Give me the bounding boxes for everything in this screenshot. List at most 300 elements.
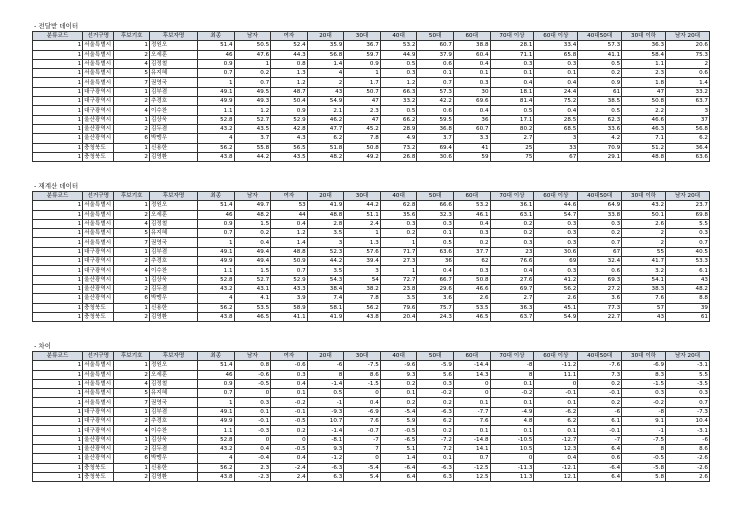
table-cell: 0.8 [271,59,308,68]
table-cell: 2.6 [453,294,490,303]
table-cell [33,472,75,481]
table-cell: 대구광역시 [83,426,114,435]
table-cell: 33.4 [534,41,578,50]
table-cell: 0.5 [578,59,622,68]
table-cell: 0.9 [198,379,235,388]
table-cell: -12.5 [453,463,490,472]
table-cell: 27.6 [490,275,534,284]
table-cell: 0.2 [417,426,454,435]
column-header: 60대 이상 [534,32,578,41]
table-cell [33,134,75,143]
table-row [33,238,710,247]
table-cell: 1 [74,87,82,96]
table-cell: 대구광역시 [83,97,114,106]
table-cell: 3.5 [307,266,344,275]
table-cell: 0.6 [578,454,622,463]
column-header: 60대 이상 [534,192,578,201]
table-cell: 1 [114,407,150,416]
table-cell: 6.2 [417,417,454,426]
table-cell: 1 [74,257,82,266]
table-cell: 75.3 [666,50,710,59]
table-cell: 49.1 [198,247,235,256]
table-cell: 이수찬 [149,426,197,435]
table-cell: 51.2 [622,143,666,152]
table-cell: 추경호 [149,97,197,106]
table-row [33,379,710,388]
table-cell: -6.9 [344,407,381,416]
table-cell: 5 [114,389,150,398]
table-cell: 김두겸 [149,284,197,293]
table-cell: -9.3 [307,407,344,416]
table-cell: 0.4 [534,106,578,115]
table-cell: 울산광역시 [83,294,114,303]
table-cell: -14.8 [453,435,490,444]
table-cell: 대구광역시 [83,106,114,115]
table-cell: 14.3 [453,370,490,379]
table-cell: 9.1 [622,417,666,426]
table-cell: 41.1 [578,50,622,59]
table-cell: 52.9 [271,115,308,124]
table-cell: 2.6 [534,294,578,303]
table-cell: 63.6 [417,247,454,256]
table-cell: 23.8 [380,284,417,293]
table-cell: 1 [74,219,82,228]
table-cell: 35.6 [380,210,417,219]
table-cell: 0.1 [534,426,578,435]
table-cell: 서울특별시 [83,398,114,407]
table-cell: 0.4 [344,398,381,407]
table-cell: 6.4 [578,444,622,453]
table-cell: 서울특별시 [83,238,114,247]
table-cell: 7.2 [417,444,454,453]
table-cell: 6 [114,134,150,143]
table-cell: 2.6 [666,472,710,481]
table-cell: 26.8 [380,152,417,161]
table-cell: 6.4 [380,472,417,481]
table-cell: 1.2 [271,229,308,238]
table-cell: 0.5 [307,389,344,398]
table-cell: 72.7 [380,275,417,284]
table-cell: 0.3 [534,266,578,275]
table-cell: 0.6 [578,266,622,275]
table-cell: 38.5 [578,97,622,106]
table-cell: 53.3 [666,257,710,266]
table-row [33,417,710,426]
table-cell: 61 [666,312,710,321]
table-cell: 0.4 [453,59,490,68]
table-cell: 유지혜 [149,229,197,238]
table-cell: 0.5 [490,106,534,115]
table-cell: 0.7 [666,398,710,407]
table-cell [33,124,75,133]
data-table [32,191,710,322]
table-cell: 50.8 [453,275,490,284]
table-cell: 44.2 [307,257,344,266]
table-cell: 75.2 [534,97,578,106]
table-cell: 9.3 [380,370,417,379]
table-cell: 2 [114,210,150,219]
table-cell [33,152,75,161]
table-cell: 0.1 [380,389,417,398]
table-cell: 48.8 [271,247,308,256]
table-cell: 57.6 [344,247,381,256]
table-cell: 1 [74,407,82,416]
table-cell: 43.2 [198,124,235,133]
table-cell: 69 [534,257,578,266]
table-cell: 48.2 [666,284,710,293]
table-cell: 0.1 [417,69,454,78]
table-cell: -8 [622,407,666,416]
table-cell: 서울특별시 [83,370,114,379]
table-cell: 0.4 [271,454,308,463]
table-row [33,257,710,266]
table-cell: 1.4 [307,59,344,68]
table-cell: 63.7 [490,312,534,321]
table-cell: 0.1 [417,454,454,463]
table-cell: 0 [453,389,490,398]
table-cell [33,275,75,284]
table-cell: -0.2 [271,398,308,407]
table-cell: 1 [74,78,82,87]
table-cell: 53.2 [380,41,417,50]
table-cell: 81.4 [490,97,534,106]
table-cell [33,444,75,453]
table-cell: 0 [271,435,308,444]
column-header: 최종 [198,352,235,361]
table-cell: 52.4 [271,41,308,50]
table-cell: 28.9 [380,124,417,133]
table-cell: 서울특별시 [83,361,114,370]
table-cell: 2 [622,229,666,238]
table-cell: 62 [453,257,490,266]
table-cell: -12.7 [534,435,578,444]
table-row [33,41,710,50]
table-cell: 권영국 [149,78,197,87]
table-cell: 43.5 [271,152,308,161]
table-cell: 1 [74,370,82,379]
table-cell: 43.1 [234,284,271,293]
table-cell: 4 [114,59,150,68]
table-cell [33,303,75,312]
table-cell: 1 [74,444,82,453]
table-cell: 1 [74,472,82,481]
column-header: 선거구명 [83,352,114,361]
table-cell: 2.2 [622,106,666,115]
table-cell: 4 [198,294,235,303]
table-cell: 3.3 [453,134,490,143]
table-cell: 울산광역시 [83,134,114,143]
table-cell: 7 [114,238,150,247]
table-cell: 4 [114,106,150,115]
column-header: 분류코드 [33,192,83,201]
table-cell: 서울특별시 [83,201,114,210]
table-cell: 1.1 [198,426,235,435]
table-cell: -7 [344,435,381,444]
table-cell: 80.2 [490,124,534,133]
table-cell: 1.2 [271,78,308,87]
table-cell: 1.5 [234,219,271,228]
table-cell: 1.2 [234,106,271,115]
table-cell: 1 [114,41,150,50]
column-header: 여자 [271,192,308,201]
table-cell: 충청북도 [83,312,114,321]
table-cell: 52.7 [234,275,271,284]
table-cell: 52.8 [198,435,235,444]
table-cell: -2.3 [234,472,271,481]
table-cell: 24.4 [534,87,578,96]
table-cell: 6.3 [417,472,454,481]
table-cell: 39 [666,303,710,312]
table-cell: -2.4 [271,463,308,472]
table-cell: 79.6 [380,303,417,312]
table-cell: 1 [74,266,82,275]
table-cell: 38.8 [453,41,490,50]
table-cell: -0.2 [622,398,666,407]
table-cell: 8.6 [344,370,381,379]
table-cell: -6 [666,435,710,444]
table-cell: 33.6 [578,124,622,133]
table-cell: 1 [74,50,82,59]
table-cell: 43.2 [622,201,666,210]
table-cell: -0.2 [490,389,534,398]
table-cell: -8.1 [307,435,344,444]
table-cell: 30.6 [417,152,454,161]
table-cell: 4 [307,69,344,78]
table-cell: -0.1 [534,389,578,398]
table-cell: 54.7 [534,210,578,219]
table-row [33,115,710,124]
table-cell: 9.3 [307,444,344,453]
table-cell: -0.1 [271,407,308,416]
table-cell: 1.4 [380,454,417,463]
table-cell: 3.7 [234,134,271,143]
table-cell: 2 [114,152,150,161]
table-cell: 0.2 [490,219,534,228]
table-cell: 6.2 [666,134,710,143]
table-cell: -0.1 [578,426,622,435]
table-cell: 5.6 [417,370,454,379]
table-cell: 1 [74,275,82,284]
table-cell: 20.6 [666,41,710,50]
column-header: 50대 [417,32,454,41]
table-cell: 54.3 [307,275,344,284]
table-cell [33,294,75,303]
table-cell: 54.1 [622,275,666,284]
table-cell: 54.9 [307,97,344,106]
table-cell: 49.4 [234,247,271,256]
table-cell: 10.5 [490,444,534,453]
table-cell: 1.8 [622,78,666,87]
table-cell: 대구광역시 [83,417,114,426]
table-cell: 울산광역시 [83,124,114,133]
table-cell: 49.4 [234,257,271,266]
table-cell: 3 [534,134,578,143]
table-cell: 1 [114,435,150,444]
table-cell: -12.1 [534,463,578,472]
table-cell: 2 [114,312,150,321]
table-cell: 2.7 [490,294,534,303]
table-cell: 1 [74,389,82,398]
table-cell: 47 [622,87,666,96]
table-cell: 대구광역시 [83,87,114,96]
table-cell [33,115,75,124]
table-row [33,134,710,143]
table-cell: 1 [74,379,82,388]
table-cell: 1 [198,238,235,247]
table-cell: 44 [271,210,308,219]
table-cell: 0.3 [666,389,710,398]
table-cell: 5.5 [666,370,710,379]
table-cell [33,361,75,370]
table-cell: 49.1 [198,407,235,416]
table-cell: 37.7 [453,247,490,256]
table-cell: 1 [74,303,82,312]
table-cell: 46 [198,370,235,379]
table-cell: 0.4 [490,78,534,87]
table-cell: -1.5 [622,379,666,388]
table-cell: 1 [114,143,150,152]
table-cell: 54.9 [534,312,578,321]
table-cell: 69.3 [578,275,622,284]
table-cell: 대구광역시 [83,266,114,275]
table-row [33,361,710,370]
table-cell: 36.7 [344,41,381,50]
table-cell: 46.5 [453,312,490,321]
table-cell: -1.2 [307,454,344,463]
table-cell: 서울특별시 [83,229,114,238]
table-cell: 0.2 [380,379,417,388]
table-row [33,389,710,398]
column-header: 40대50대 [578,352,622,361]
table-cell: 33.2 [380,97,417,106]
table-cell: 0.1 [453,426,490,435]
table-cell: 1 [74,463,82,472]
table-row [33,472,710,481]
table-cell: 울산광역시 [83,275,114,284]
table-cell: 5.4 [344,472,381,481]
table-cell: -5.4 [380,407,417,416]
table-cell: 47.7 [307,124,344,133]
table-cell: 5.5 [666,219,710,228]
table-cell: 1 [74,41,82,50]
table-cell: -0.1 [234,417,271,426]
column-header: 선거구명 [83,192,114,201]
table-cell: 서울특별시 [83,69,114,78]
table-cell: 0.4 [234,238,271,247]
table-cell: 52.9 [271,275,308,284]
section-difference [32,342,710,482]
table-cell [33,41,75,50]
table-cell: 49.1 [198,87,235,96]
table-cell: 56.2 [534,284,578,293]
table-cell: 44.9 [380,50,417,59]
table-cell: 63.6 [666,152,710,161]
table-cell: 3.5 [380,294,417,303]
table-cell: 0.3 [490,59,534,68]
table-cell: 0.4 [271,219,308,228]
table-cell [33,97,75,106]
column-header: 남자 [234,352,271,361]
table-cell: 42.8 [271,124,308,133]
table-cell: 0.2 [490,229,534,238]
table-cell: 대구광역시 [83,407,114,416]
table-cell: 10.4 [666,417,710,426]
table-cell: 47 [344,97,381,106]
table-cell: 60.7 [417,41,454,50]
table-cell: 4 [198,134,235,143]
table-cell: 76.6 [490,257,534,266]
table-cell: 0.3 [453,78,490,87]
table-cell: 54 [344,275,381,284]
table-cell: 4 [114,266,150,275]
table-cell: 49.9 [198,97,235,106]
table-cell: -0.2 [417,389,454,398]
table-row [33,407,710,416]
column-header: 50대 [417,192,454,201]
table-cell: -0.6 [234,370,271,379]
table-cell: -3.1 [666,361,710,370]
table-cell: 42.2 [417,97,454,106]
table-cell: 52.3 [307,247,344,256]
table-cell: 56.2 [198,463,235,472]
table-cell: 69.6 [453,97,490,106]
table-cell: 0.3 [622,389,666,398]
table-cell: 김정철 [149,59,197,68]
table-cell: 0.2 [578,398,622,407]
column-header: 30대 [344,192,381,201]
table-row [33,69,710,78]
data-table [32,31,710,162]
table-cell: 권영국 [149,238,197,247]
table-cell: 12.1 [534,472,578,481]
table-cell: 3.6 [578,294,622,303]
table-cell: 1.2 [380,78,417,87]
table-cell: 36.3 [622,41,666,50]
table-cell: 46.6 [453,284,490,293]
table-cell: 43 [666,275,710,284]
table-cell: 46.5 [234,312,271,321]
table-cell: 1 [74,238,82,247]
table-cell: 1 [114,463,150,472]
table-cell: 0 [344,454,381,463]
table-cell: 5.9 [380,417,417,426]
table-cell: 0.3 [534,219,578,228]
table-row [33,312,710,321]
table-cell: -0.1 [578,389,622,398]
table-cell: 신용한 [149,143,197,152]
table-cell: 1 [114,115,150,124]
table-cell: -0.5 [234,379,271,388]
table-cell: 41.1 [271,312,308,321]
table-cell: 60.4 [453,50,490,59]
table-cell: 30.6 [534,247,578,256]
table-cell: 44.2 [234,152,271,161]
table-cell: 2 [114,257,150,266]
table-cell [33,210,75,219]
table-cell [33,201,75,210]
table-cell [33,407,75,416]
table-cell: 1 [74,201,82,210]
table-row [33,266,710,275]
table-cell: 김영환 [149,472,197,481]
table-cell: 37 [666,115,710,124]
table-cell: 46.6 [622,115,666,124]
table-cell: 이수찬 [149,266,197,275]
table-cell: -0.5 [271,417,308,426]
table-cell: 46.2 [307,115,344,124]
column-header: 남자 [234,32,271,41]
column-header: 40대50대 [578,32,622,41]
